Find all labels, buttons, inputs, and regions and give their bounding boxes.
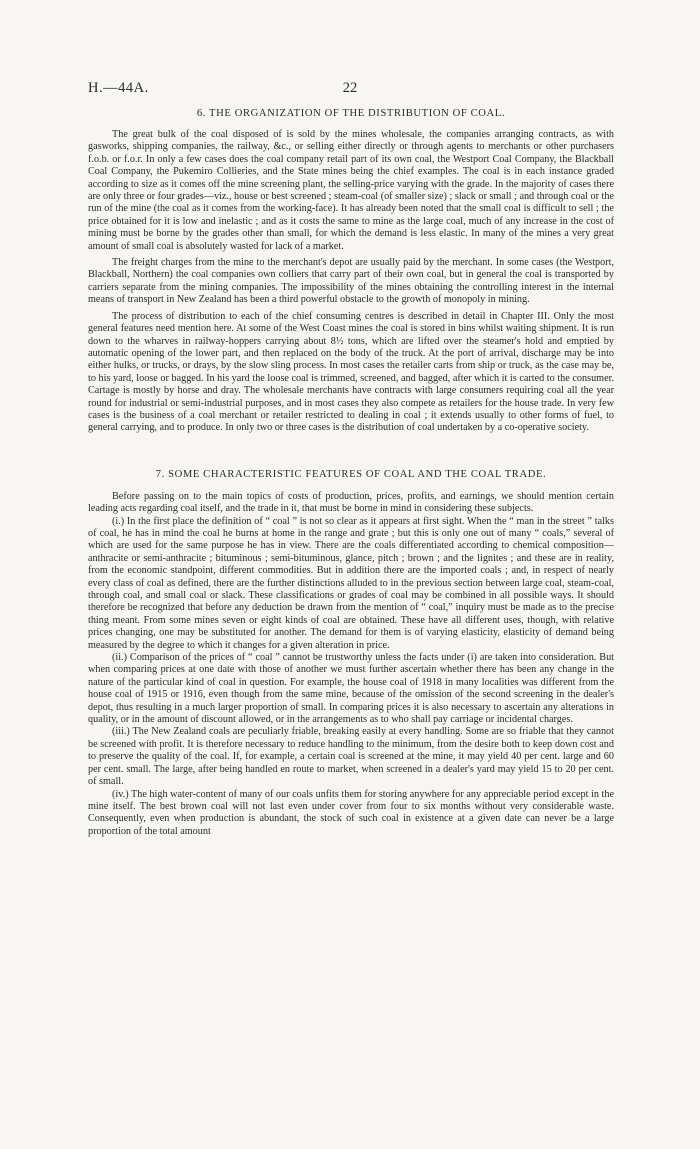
page-content [88, 107, 614, 838]
section-7-body [88, 491, 614, 838]
paragraph: (i.) In the first place the definition of “ coal ” is not so clear as it appears at first sight. When the “ man in the street ” talks of coal, he has in mind the coal he burns at home in the range and grate ; but this is only one out of many “ coals,” several of which are used for the same purpose he has in view. There are the coals differentiated according to chemical composition—anthracite or semi-anthracite ; bituminous ; semi-bituminous, glance, pitch ; brown ; and the lignites ; and these are in reality, from the economic standpoint, different commodities. But in addition there are the imported coals ; and, in respect of nearly every class of coal as defined, there are the further distinctions alluded to in the previous section between large coal, steam-coal, through coal, and small coal or slack. These classifications or grades of coal may be combined in all possible ways. It should therefore be recognized that before any deduction be drawn from the mention of “ coal,” inquiry must be made as to the precise thing meant. From some mines seven or eight kinds of coal are obtained. These have all different uses, though, with relative prices changing, one may be substituted for another. The demand for them is of varying elasticity, elasticity of demand being measured by the degree to which it changes for a given alteration in price. [88, 515, 614, 651]
page-number: 22 [342, 80, 358, 96]
paragraph: (iv.) The high water-content of many of our coals unfits them for storing anywhere for any appreciable period except in the mine itself. The best brown coal will not last even under cover from four to six months without very considerable waste. Consequently, even when production is abundant, the stock of such coal in existence at a given date can never be a large proportion of the total amount [88, 788, 614, 837]
document-id: H.—44A. [88, 80, 149, 96]
paragraph: The great bulk of the coal disposed of is sold by the mines wholesale, the companies arranging contracts, as with gasworks, shipping companies, the railway, &c., or selling either directly or through agents to merchants or other purchasers f.o.b. or f.o.r. In only a few cases does the coal company retail part of its own coal, the Westport Coal Company, the Blackball Coal Company, the Pukemiro Collieries, and the State mines being the chief examples. The coal is in each instance graded according to size as it comes off the mine screening plant, the selling-price varying with the grade. In the majority of cases there are only three or four grades—viz., house or best screened ; steam-coal (of smaller size) ; slack or small ; and through coal or the run of the mine (the coal as it comes from the working-face). It has already been noted that the small coal is difficult to sell ; the price obtained for it is low and inelastic ; and as it costs the same to mine as the large coal, much of any increase in the cost of mining must be borne by the grades other than small, for which the demand is less elastic. In many of the mines a very great amount of small coal is absolutely wasted for lack of a market. [88, 129, 614, 252]
paragraph: (ii.) Comparison of the prices of “ coal ” cannot be trustworthy unless the facts under (i) are taken into consideration. But when comparing prices at one date with those of another we must further ascertain whether there has been any change in the nature of the particular kind of coal in question. For example, the house coal of 1918 in many localities was different from the house coal of 1915 or 1916, even though from the same mine, because of the omission of the second screening in the dealer's depot, thus resulting in a much larger proportion of small. In comparing prices it is also necessary to ascertain any alterations in quality, or in the amount of discount allowed, or in the arrangements as to who shall pay carriage or incidental charges. [88, 652, 614, 726]
paragraph: (iii.) The New Zealand coals are peculiarly friable, breaking easily at every handling. Some are so friable that they cannot be screened with profit. It is therefore necessary to reduce handling to the minimum, from the desire both to keep down cost and to preserve the quality of the coal. If, for example, a certain coal is screened at the mine, it may yield 40 per cent. large and 60 per cent. small. The large, after being handled en route to market, when screened in a dealer's yard may yield 15 to 20 per cent. of small. [88, 726, 614, 788]
paragraph: The freight charges from the mine to the merchant's depot are usually paid by the merchant. In some cases (the Westport, Blackball, Northern) the coal companies own colliers that carry part of their own coal, but in general the coal is transported by carriers separate from the mining companies. The impossibility of the mines obtaining the controlling interest in the internal means of transport in New Zealand has been a third powerful obstacle to the growth of monopoly in mining. [88, 257, 614, 306]
section-7-title: 7. SOME CHARACTERISTIC FEATURES OF COAL AND THE COAL TRADE. [155, 468, 547, 480]
paragraph: The process of distribution to each of the chief consuming centres is described in detail in Chapter III. Only the most general features need mention here. At some of the West Coast mines the coal is stored in bins whilst waiting shipment. It is run down to the wharves in railway-hoppers carrying about 8½ tons, which are lifted over the steamer's hold and emptied by automatic opening of the lower part, and then replaced on the body of the truck. At the port of arrival, discharge may be into either hulks, or trucks, or drays, by the slow sling process. In most cases the retailer carts from ship or truck, as the case may be, to his yard, loose or bagged. In his yard the loose coal is trimmed, screened, and bagged, after which it is carted to the consumer. Cartage is mostly by horse and dray. The wholesale merchants have contracts with large consumers requiring coal all the year round for industrial or semi-industrial purposes, and in most cases they also compete as retailers for the house trade. In very few cases is the business of a coal merchant or retailer restricted to dealing in coal ; it extends usually to other forms of fuel, to general carrying, and to produce. In only two or three cases is the distribution of coal undertaken by a co-operative society. [88, 310, 614, 434]
paragraph: Before passing on to the main topics of costs of production, prices, profits, and earnings, we should mention certain leading acts regarding coal itself, and the trade in it, that must be borne in mind in considering these subjects. [88, 490, 614, 515]
section-6-body [88, 129, 614, 435]
section-6-title: 6. THE ORGANIZATION OF THE DISTRIBUTION OF COAL. [196, 108, 506, 119]
page-header [88, 80, 612, 100]
